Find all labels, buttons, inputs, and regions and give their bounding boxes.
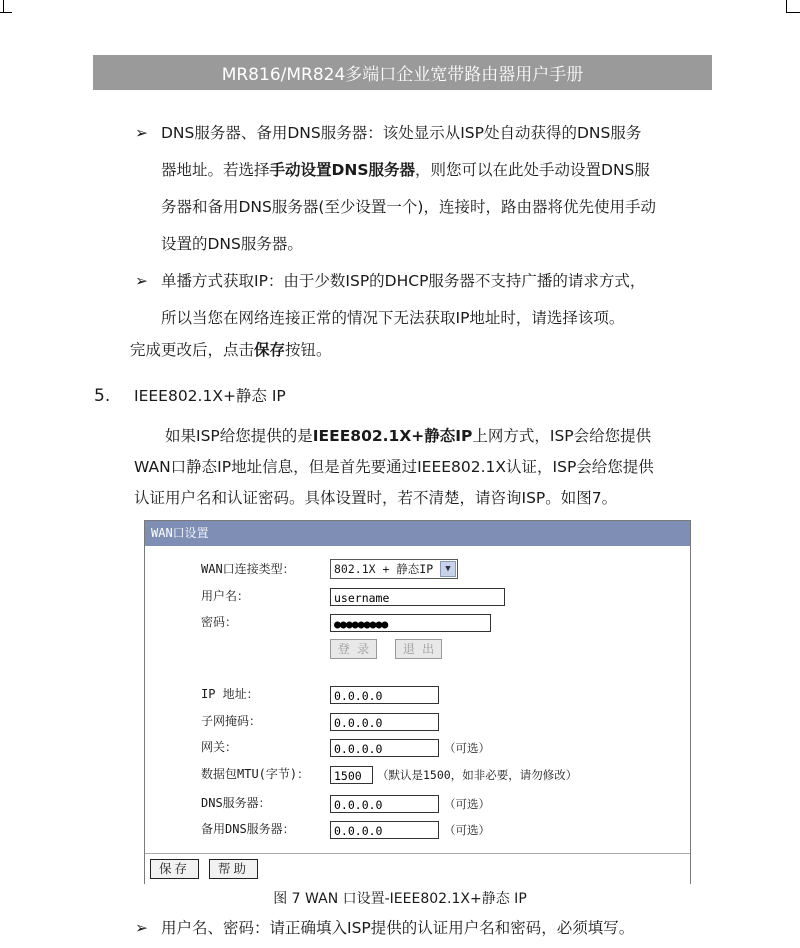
- text-segment: 器地址。若选择: [161, 161, 270, 179]
- bottom-bullet-text: 用户名、密码：请正确填入ISP提供的认证用户名和密码，必须填写。: [161, 919, 635, 937]
- crop-mark-left: [3, 0, 4, 12]
- gateway-input[interactable]: 0.0.0.0: [330, 739, 439, 757]
- bullet-line: [135, 263, 656, 300]
- text-segment: 手动设置DNS服务器: [269, 161, 416, 179]
- crop-mark-left-h: [0, 12, 12, 13]
- dns-input[interactable]: 0.0.0.0: [330, 795, 439, 813]
- login-button[interactable]: 登 录: [330, 639, 377, 659]
- label-mask: 子网掩码：: [201, 714, 262, 728]
- panel-body: [149, 547, 686, 851]
- intro-paragraph: [134, 421, 654, 514]
- text-segment: ，则您可以在此处手动设置DNS服: [415, 161, 650, 179]
- panel-footer: [145, 853, 690, 884]
- dns-optional-hint: （可选）: [444, 797, 490, 811]
- bottom-bullet: [135, 913, 634, 943]
- password-input[interactable]: ●●●●●●●●●: [330, 614, 491, 632]
- crop-mark-right: [786, 0, 787, 12]
- wan-settings-panel: [144, 520, 691, 884]
- label-gateway: 网关：: [201, 740, 238, 754]
- connection-type-select[interactable]: [330, 559, 458, 579]
- text-segment: 设置的DNS服务器。: [161, 235, 303, 253]
- section-heading: [94, 383, 286, 409]
- mtu-hint: （默认是1500，如非必要，请勿修改）: [377, 768, 578, 782]
- intro-line: [134, 421, 654, 452]
- bullet-line: [135, 115, 656, 152]
- text-segment: 认证用户名和认证密码。具体设置时，若不清楚，请咨询ISP。如图7。: [134, 489, 618, 507]
- figure-caption: 图 7 WAN 口设置-IEEE802.1X+静态 IP: [273, 891, 527, 907]
- text-segment: 上网方式，ISP会给您提供: [472, 427, 652, 445]
- label-connection-type: WAN口连接类型：: [201, 562, 295, 576]
- panel-title: WAN口设置: [145, 521, 690, 546]
- crop-mark-right-h: [786, 12, 800, 13]
- text-segment: DNS服务器、备用DNS服务器：该处显示从ISP处自动获得的DNS服务: [161, 124, 642, 142]
- label-ip: IP 地址：: [201, 687, 259, 701]
- bullet-line: [135, 189, 656, 226]
- intro-line: [134, 452, 654, 483]
- chevron-down-icon[interactable]: ▼: [440, 561, 456, 577]
- bullet-list-top: [135, 115, 656, 337]
- intro-line: [134, 483, 654, 514]
- username-input[interactable]: username: [330, 588, 505, 606]
- bullet-arrow-icon: ➢: [135, 919, 148, 937]
- complete-instruction: 完成更改后，点击保存按钮。: [130, 341, 332, 359]
- text-segment: 单播方式获取IP：由于少数ISP的DHCP服务器不支持广播的请求方式，: [161, 272, 646, 290]
- bullet-line: [135, 152, 656, 189]
- bullet-arrow-icon: ➢: [135, 124, 148, 142]
- label-mtu: 数据包MTU(字节)：: [201, 767, 310, 781]
- text-segment: WAN口静态IP地址信息，但是首先要通过IEEE802.1X认证，ISP会给您提供: [134, 458, 654, 476]
- section-title: IEEE802.1X+静态 IP: [134, 387, 286, 405]
- section-number: 5.: [94, 386, 111, 406]
- text-segment: IEEE802.1X+静态IP: [312, 427, 473, 445]
- text-segment: 务器和备用DNS服务器(至少设置一个)，连接时，路由器将优先使用手动: [161, 198, 656, 216]
- page-header: [93, 55, 712, 90]
- bullet-line: [135, 300, 656, 337]
- label-password: 密码：: [201, 615, 238, 629]
- bullet-line: [135, 226, 656, 263]
- save-button[interactable]: 保存: [150, 859, 199, 879]
- gateway-optional-hint: （可选）: [444, 741, 490, 755]
- label-dns2: 备用DNS服务器：: [201, 822, 295, 836]
- ip-input[interactable]: 0.0.0.0: [330, 686, 439, 704]
- bullet-arrow-icon: ➢: [135, 272, 148, 290]
- dns2-optional-hint: （可选）: [444, 823, 490, 837]
- label-username: 用户名：: [201, 589, 250, 603]
- connection-type-value: 802.1X + 静态IP: [334, 562, 434, 576]
- label-dns: DNS服务器：: [201, 796, 271, 810]
- dns2-input[interactable]: 0.0.0.0: [330, 821, 439, 839]
- text-segment: 所以当您在网络连接正常的情况下无法获取IP地址时，请选择该项。: [161, 309, 625, 327]
- logout-button[interactable]: 退 出: [395, 639, 442, 659]
- mask-input[interactable]: 0.0.0.0: [330, 713, 439, 731]
- text-segment: 如果ISP给您提供的是: [134, 427, 313, 445]
- help-button[interactable]: 帮助: [209, 859, 258, 879]
- page-header-title: MR816/MR824多端口企业宽带路由器用户手册: [221, 65, 584, 85]
- mtu-input[interactable]: 1500: [330, 766, 373, 784]
